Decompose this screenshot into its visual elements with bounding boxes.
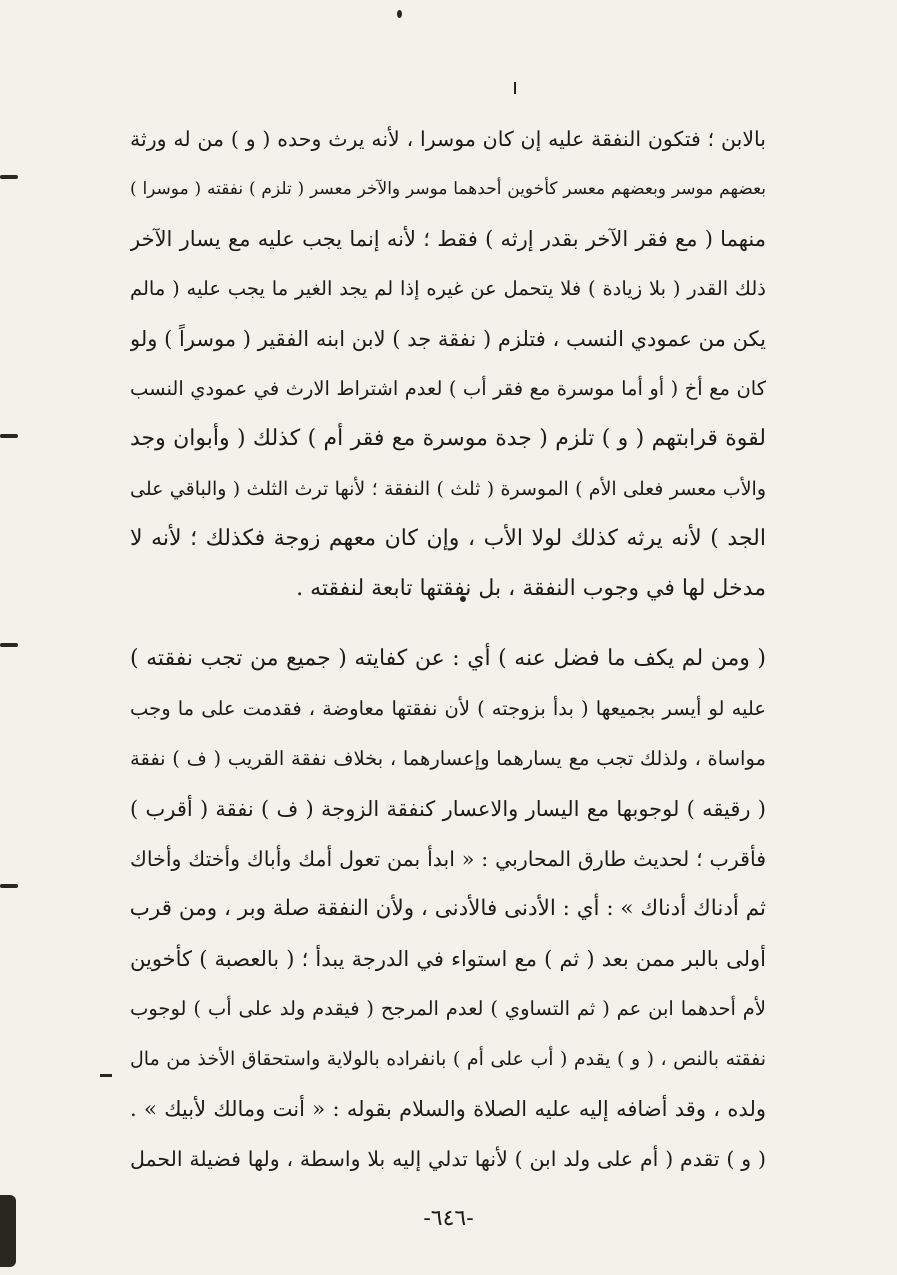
- text-line: منهما ( مع فقر الآخر بقدر إرثه ) فقط ؛ لأنه إنما يجب عليه مع يسار الآخر: [130, 227, 766, 251]
- text-line: الجد ) لأنه يرثه كذلك لولا الأب ، وإن كان معهم زوجة فكذلك ؛ لأنه لا: [130, 526, 766, 551]
- text-line: نفقته بالنص ، ( و ) يقدم ( أب على أم ) بانفراده بالولاية واستحقاق الأخذ من مال: [130, 1048, 766, 1070]
- text-line: أولى بالبر ممن بعد ( ثم ) مع استواء في الدرجة يبدأ ؛ ( بالعصبة ) كأخوين: [130, 947, 766, 971]
- margin-mark: [0, 434, 18, 438]
- scan-speck: [397, 10, 402, 18]
- text-line: يكن من عمودي النسب ، فتلزم ( نفقة جد ) لابن ابنه الفقير ( موسراً ) ولو: [130, 327, 766, 351]
- text-line: ذلك القدر ( بلا زيادة ) فلا يتحمل عن غيره إذا لم يجد الغير ما يجب عليه ( مالم: [130, 277, 766, 300]
- paragraph-1: [130, 114, 766, 614]
- text-line: ثم أدناك أدناك » : أي : الأدنى فالأدنى ، ولأن النفقة صلة وبر ، ومن قرب: [130, 896, 766, 921]
- text-line: ولده ، وقد أضافه إليه عليه الصلاة والسلام بقوله : « أنت ومالك لأبيك » .: [130, 1097, 766, 1121]
- text-line: ( رقيقه ) لوجوبها مع اليسار والاعسار كنفقة الزوجة ( ف ) نفقة ( أقرب ): [130, 797, 766, 821]
- text-line: مدخل لها في وجوب النفقة ، بل نفقتها تابعة لنفقته .: [296, 576, 766, 601]
- page-number: -٦٤٦-: [423, 1206, 474, 1231]
- text-line: لأم أحدهما ابن عم ( ثم التساوي ) لعدم المرجح ( فيقدم ولد على أب ) لوجوب: [130, 997, 766, 1020]
- text-line: كان مع أخ ( أو أما موسرة مع فقر أب ) لعدم اشتراط الارث في عمودي النسب: [130, 377, 766, 400]
- text-line: ( و ) تقدم ( أم على ولد ابن ) لأنها تدلي إليه بلا واسطة ، ولها فضيلة الحمل: [130, 1147, 766, 1171]
- margin-mark: [0, 643, 18, 647]
- text-line: عليه لو أيسر بجميعها ( بدأ بزوجته ) لأن نفقتها معاوضة ، فقدمت على ما وجب: [130, 697, 766, 720]
- paragraph-2: [130, 634, 766, 1184]
- text-line: مواساة ، ولذلك تجب مع يسارهما وإعسارهما ، بخلاف نفقة القريب ( ف ) نفقة: [130, 747, 766, 770]
- text-line: والأب معسر فعلى الأم ) الموسرة ( ثلث ) النفقة ؛ لأنها ترث الثلث ( والباقي على: [130, 478, 766, 500]
- margin-mark: [0, 175, 18, 179]
- text-line: بعضهم موسر وبعضهم معسر كأخوين أحدهما موسر والآخر معسر ( تلزم ) نفقته ( موسرا ): [130, 179, 766, 199]
- text-line: فأقرب ؛ لحديث طارق المحاربي : « ابدأ بمن تعول أمك وأباك وأختك وأخاك: [130, 847, 766, 871]
- text-line: لقوة قرابتهم ( و ) تلزم ( جدة موسرة مع فقر أم ) كذلك ( وأبوان وجد: [130, 426, 766, 451]
- text-line: ( ومن لم يكف ما فضل عنه ) أي : عن كفايته ( جميع من تجب نفقته ): [130, 646, 766, 671]
- margin-mark: [0, 884, 18, 888]
- scan-speck: [514, 82, 516, 94]
- margin-mark: [100, 1074, 112, 1077]
- text-line: بالابن ؛ فتكون النفقة عليه إن كان موسرا ، لأنه يرث وحده ( و ) من له ورثة: [130, 127, 766, 151]
